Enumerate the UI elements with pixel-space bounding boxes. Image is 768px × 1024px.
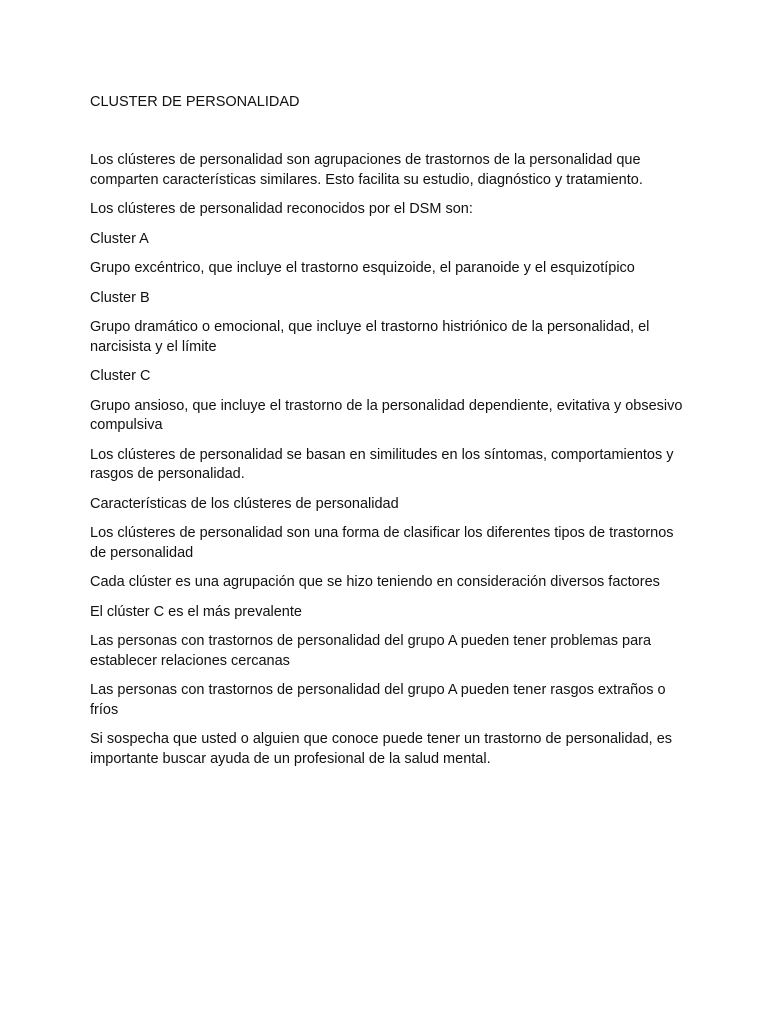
- heading-cluster-a: Cluster A: [90, 230, 149, 247]
- paragraph-prevalence: El clúster C es el más prevalente: [90, 603, 302, 620]
- paragraph-dsm: Los clústeres de personalidad reconocidos por el DSM son:: [90, 201, 473, 217]
- paragraph-basis: Los clústeres de personalidad se basan en similitudes en los síntomas, comportamientos y rasgos de personalidad.: [90, 446, 674, 482]
- paragraph-classification: Los clústeres de personalidad son una forma de clasificar los diferentes tipos de trastornos de personalidad: [90, 525, 674, 561]
- document-title: CLUSTER DE PERSONALIDAD: [90, 94, 300, 110]
- paragraph-grouping: Cada clúster es una agrupación que se hizo teniendo en consideración diversos factores: [90, 574, 660, 590]
- paragraph-cluster-a: Grupo excéntrico, que incluye el trastorno esquizoide, el paranoide y el esquizotípico: [90, 260, 635, 276]
- paragraph-group-a-relations: Las personas con trastornos de personalidad del grupo A pueden tener problemas para establecer relaciones cercanas: [90, 633, 652, 669]
- paragraph-seek-help: Si sospecha que usted o alguien que conoce puede tener un trastorno de personalidad, es importante buscar ayuda de un profesional de la salud mental.: [90, 731, 673, 767]
- document-body: [90, 93, 690, 779]
- paragraph-intro: Los clústeres de personalidad son agrupaciones de trastornos de la personalidad que comparten características similares. Esto facilita su estudio, diagnóstico y tratamiento.: [90, 152, 643, 188]
- heading-characteristics: Características de los clústeres de personalidad: [90, 495, 399, 512]
- paragraph-cluster-b: Grupo dramático o emocional, que incluye el trastorno histriónico de la personalidad, el narcisista y el límite: [90, 319, 650, 355]
- heading-cluster-b: Cluster B: [90, 289, 150, 306]
- heading-cluster-c: Cluster C: [90, 368, 151, 384]
- paragraph-group-a-traits: Las personas con trastornos de personalidad del grupo A pueden tener rasgos extraños o fríos: [90, 682, 666, 718]
- paragraph-cluster-c: Grupo ansioso, que incluye el trastorno de la personalidad dependiente, evitativa y obsesivo compulsiva: [90, 397, 683, 433]
